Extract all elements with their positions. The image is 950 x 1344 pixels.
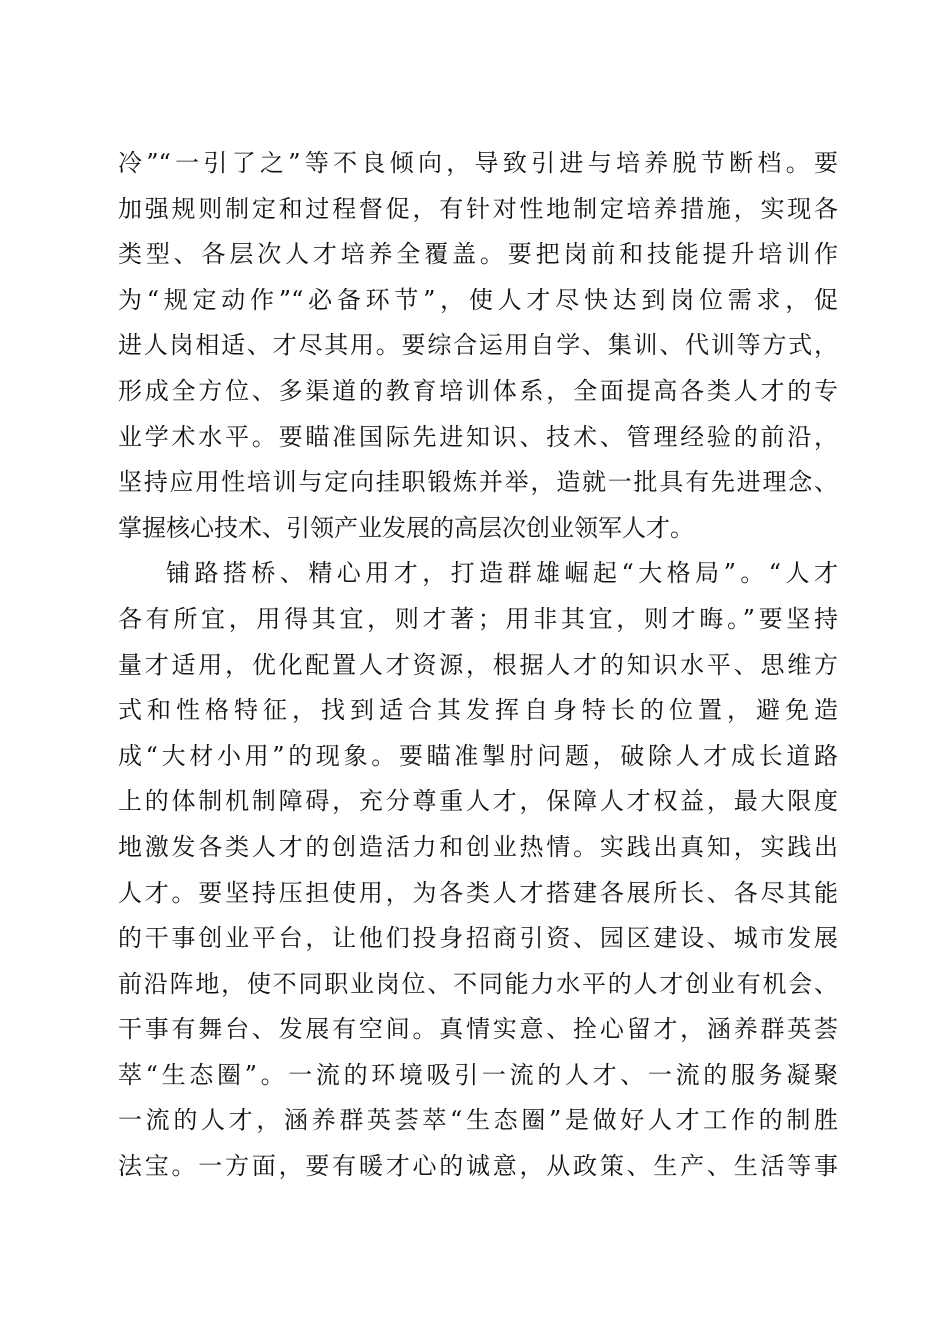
- text-line: 干事有舞台、发展有空间。真情实意、拴心留才，涵养群英荟: [118, 1015, 838, 1044]
- text-line: 人才。要坚持压担使用，为各类人才搭建各展所长、各尽其能: [118, 878, 838, 907]
- text-line: 形成全方位、多渠道的教育培训体系，全面提高各类人才的专: [118, 376, 838, 405]
- text-line: 前沿阵地，使不同职业岗位、不同能力水平的人才创业有机会、: [118, 969, 838, 998]
- text-line: 掌握核心技术、引领产业发展的高层次创业领军人才。: [118, 513, 694, 542]
- text-line: 业学术水平。要瞄准国际先进知识、技术、管理经验的前沿，: [118, 422, 838, 451]
- text-line: 为“规定动作”“必备环节”，使人才尽快达到岗位需求，促: [118, 285, 838, 314]
- text-line: 上的体制机制障碍，充分尊重人才，保障人才权益，最大限度: [118, 787, 838, 816]
- text-line: 萃“生态圈”。一流的环境吸引一流的人才、一流的服务凝聚: [118, 1060, 838, 1089]
- paragraph-first-line: 铺路搭桥、精心用才，打造群雄崛起“大格局”。“人才: [166, 559, 838, 588]
- text-line: 量才适用，优化配置人才资源，根据人才的知识水平、思维方: [118, 650, 838, 679]
- text-line: 的干事创业平台，让他们投身招商引资、园区建设、城市发展: [118, 924, 838, 953]
- text-line: 类型、各层次人才培养全覆盖。要把岗前和技能提升培训作: [118, 240, 838, 269]
- text-line: 进人岗相适、才尽其用。要综合运用自学、集训、代训等方式，: [118, 331, 838, 360]
- text-line: 成“大材小用”的现象。要瞄准掣肘问题，破除人才成长道路: [118, 741, 838, 770]
- text-line: 坚持应用性培训与定向挂职锻炼并举，造就一批具有先进理念、: [118, 468, 838, 497]
- text-line: 一流的人才，涵养群英荟萃“生态圈”是做好人才工作的制胜: [118, 1106, 838, 1135]
- text-line: 式和性格特征，找到适合其发挥自身特长的位置，避免造: [118, 696, 838, 725]
- text-line: 法宝。一方面，要有暖才心的诚意，从政策、生产、生活等事: [118, 1152, 838, 1181]
- text-line: 地激发各类人才的创造活力和创业热情。实践出真知，实践出: [118, 832, 838, 861]
- text-line: 各有所宜，用得其宜，则才著；用非其宜，则才晦。”要坚持: [118, 604, 838, 633]
- text-line: 冷”“一引了之”等不良倾向，导致引进与培养脱节断档。要: [118, 149, 838, 177]
- text-line: 加强规则制定和过程督促，有针对性地制定培养措施，实现各: [118, 194, 838, 223]
- body-text: [118, 141, 838, 1190]
